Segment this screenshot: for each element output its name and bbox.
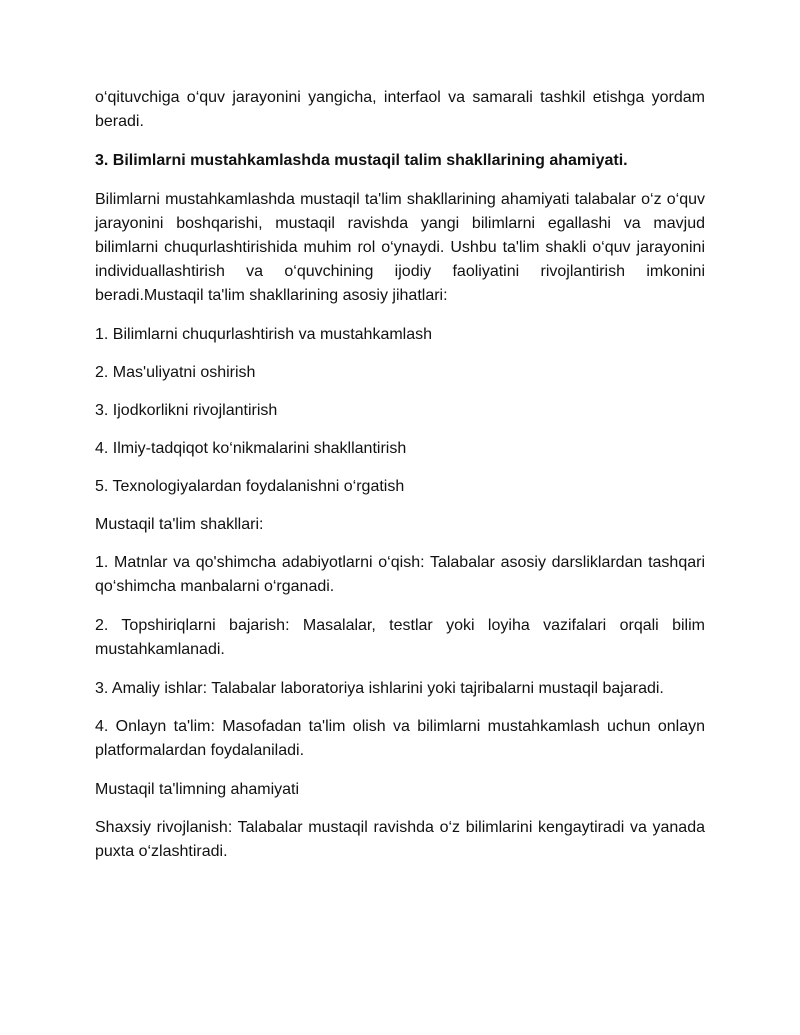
subheading-forms: Mustaqil ta'lim shakllari: <box>95 516 264 533</box>
subheading-importance: Mustaqil ta'limning ahamiyati <box>95 781 300 798</box>
form-item: 3. Amaliy ishlar: Talabalar laboratoriya ishlarini yoki tajribalarni mustaqil bajaradi. <box>95 680 664 697</box>
list-item: 3. Ijodkorlikni rivojlantirish <box>95 402 278 419</box>
list-item: 5. Texnologiyalardan foydalanishni o‘rgatish <box>95 478 405 495</box>
list-item: 1. Bilimlarni chuqurlashtirish va mustahkamlash <box>95 326 433 343</box>
list-item: 4. Ilmiy-tadqiqot ko‘nikmalarini shakllantirish <box>95 440 407 457</box>
form-item: 1. Matnlar va qo'shimcha adabiyotlarni o‘qish: Talabalar asosiy darsliklardan tashqari qo‘shimcha manbalarni o‘rganadi. <box>95 554 705 595</box>
section-heading: 3. Bilimlarni mustahkamlashda mustaqil talim shakllarining ahamiyati. <box>95 152 628 169</box>
paragraph-continuation: o‘qituvchiga o‘quv jarayonini yangicha, interfaol va samarali tashkil etishga yordam beradi. <box>95 89 705 130</box>
paragraph-intro: Bilimlarni mustahkamlashda mustaqil ta'lim shakllarining ahamiyati talabalar o‘z o‘quv jarayonini boshqarishi, mustaqil ravishda yangi bilimlarni egallashi va mavjud bilimlarni chuqurlashtirishida muhim rol o‘ynaydi. Ushbu ta'lim shakli o‘quv jarayonini individuallashtirish va o‘quvchining ijodiy faoliyatini rivojlantirish imkonini beradi.Mustaqil ta'lim shakllarining asosiy jihatlari: <box>95 191 705 304</box>
form-item: 4. Onlayn ta'lim: Masofadan ta'lim olish va bilimlarni mustahkamlash uchun onlayn platformalardan foydalaniladi. <box>95 718 705 759</box>
form-item: 2. Topshiriqlarni bajarish: Masalalar, testlar yoki loyiha vazifalari orqali bilim mustahkamlanadi. <box>95 617 705 658</box>
list-item: 2. Mas'uliyatni oshirish <box>95 364 256 381</box>
paragraph-personal-development: Shaxsiy rivojlanish: Talabalar mustaqil ravishda o‘z bilimlarini kengaytiradi va yanada puxta o‘zlashtiradi. <box>95 819 705 860</box>
